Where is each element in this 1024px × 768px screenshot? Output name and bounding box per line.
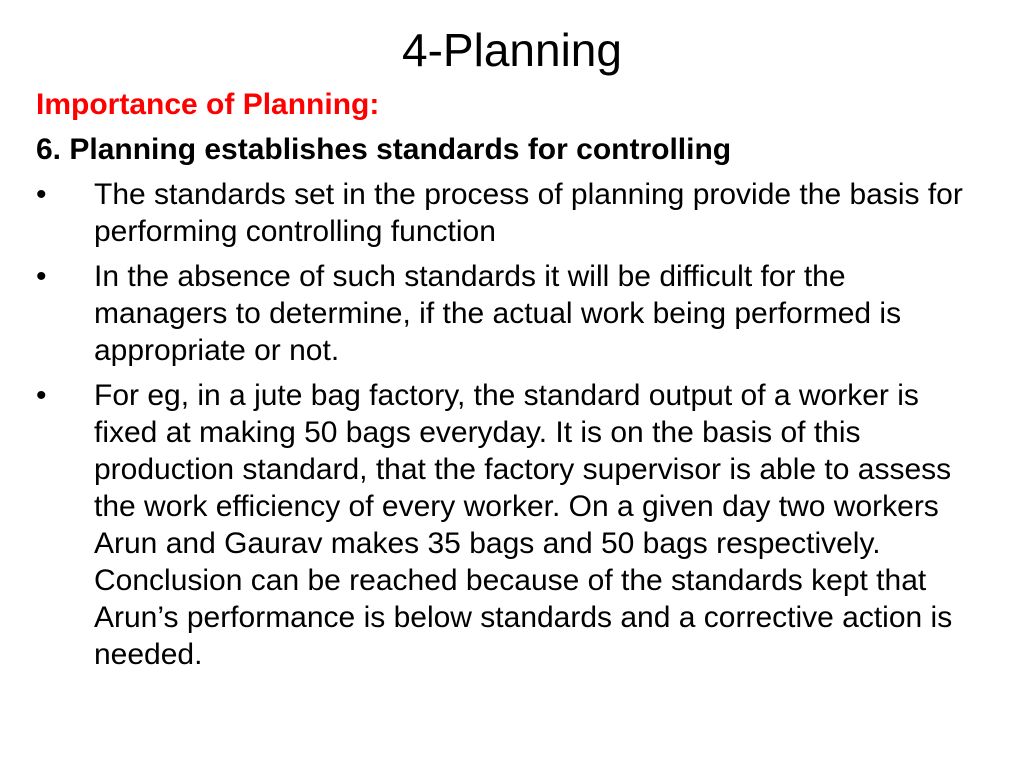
bullet-text: In the absence of such standards it will be difficult for the managers to determine, if the actual work being performed is appropriate or not. [94,260,902,367]
point-heading: 6. Planning establishes standards for controlling [36,133,732,166]
bullet-text: The standards set in the process of planning provide the basis for performing controlling function [94,178,963,248]
bullet-icon: • [36,178,47,211]
slide-content [36,86,986,681]
bullet-icon: • [36,260,47,293]
bullet-item [36,377,986,673]
bullet-list [36,176,986,673]
slide-title: 4-Planning [402,24,622,76]
bullet-item [36,176,986,250]
bullet-item [36,258,986,369]
bullet-icon: • [36,379,47,412]
bullet-text: For eg, in a jute bag factory, the standard output of a worker is fixed at making 50 bags everyday. It is on the basis of this production standard, that the factory supervisor is able to assess the work efficiency of every worker. On a given day two workers Arun and Gaurav makes 35 bags and 50 bags respectively. Conclusion can be reached because of the standards kept that Arun’s performance is below standards and a corrective action is needed. [94,379,953,671]
subheading: Importance of Planning: [36,88,380,121]
